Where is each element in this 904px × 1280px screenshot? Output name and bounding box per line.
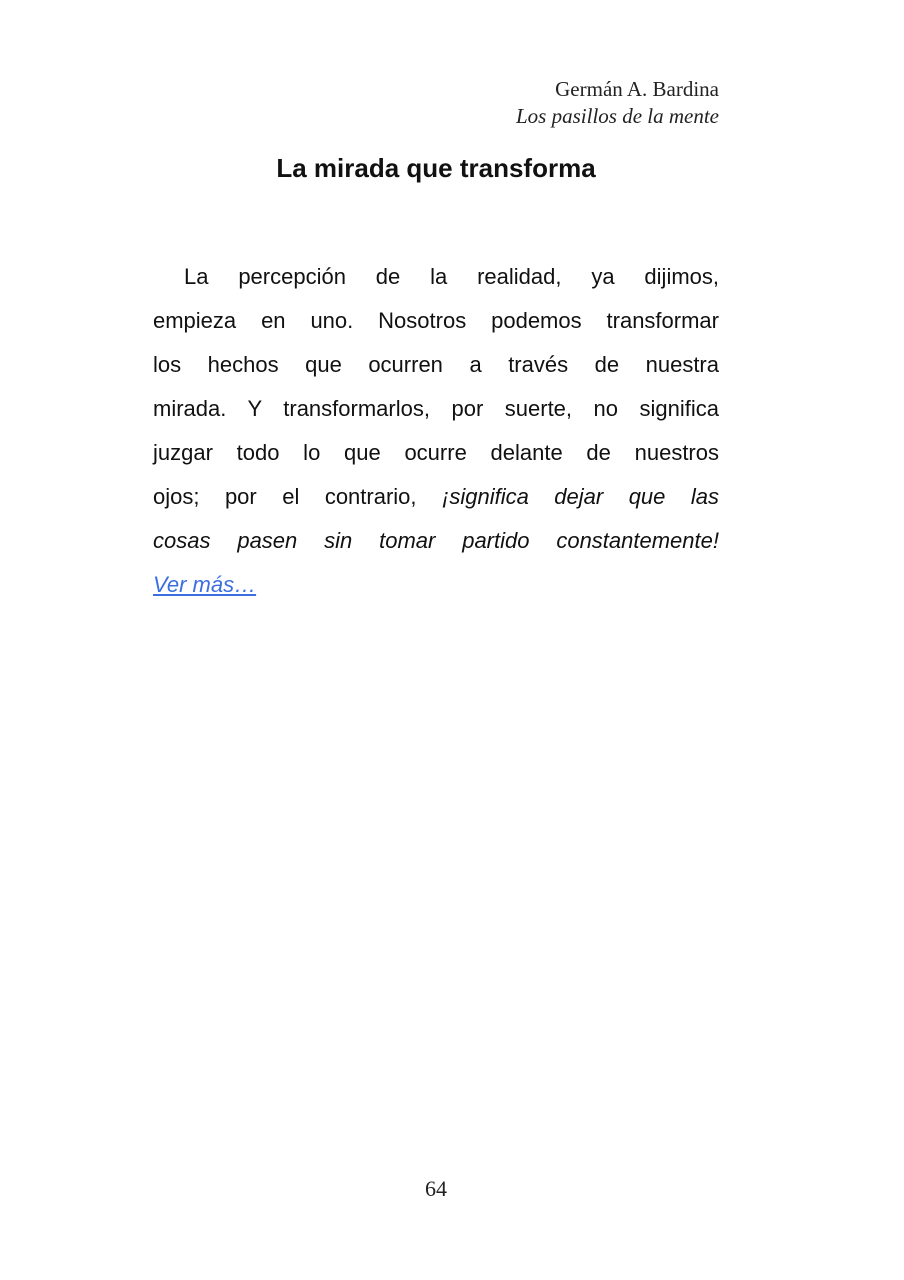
italic-text: ¡significa dejar que las <box>442 484 720 509</box>
text-line <box>153 435 719 479</box>
page-number: 64 <box>425 1176 447 1201</box>
body-paragraph <box>153 259 719 611</box>
italic-text: cosas pasen sin tomar partido constantemente! <box>153 528 719 553</box>
header-author: Germán A. Bardina <box>555 77 719 101</box>
text-line <box>153 347 719 391</box>
text: mirada. Y transformarlos, por suerte, no significa <box>153 396 719 421</box>
text: los hechos que ocurren a través de nuestra <box>153 352 719 377</box>
text: juzgar todo lo que ocurre delante de nuestros <box>153 440 719 465</box>
text-line <box>153 479 719 523</box>
text-line <box>153 391 719 435</box>
text: empieza en uno. Nosotros podemos transformar <box>153 308 719 333</box>
text: La percepción de la realidad, ya dijimos, <box>184 264 719 289</box>
see-more-link[interactable]: Ver más… <box>153 572 257 597</box>
header-book-title: Los pasillos de la mente <box>516 104 719 128</box>
text: ojos; por el contrario, <box>153 484 443 509</box>
text-line <box>153 523 719 567</box>
text-line <box>153 259 719 303</box>
chapter-title: La mirada que transforma <box>276 153 596 183</box>
text-line <box>153 567 719 611</box>
text-line <box>153 303 719 347</box>
